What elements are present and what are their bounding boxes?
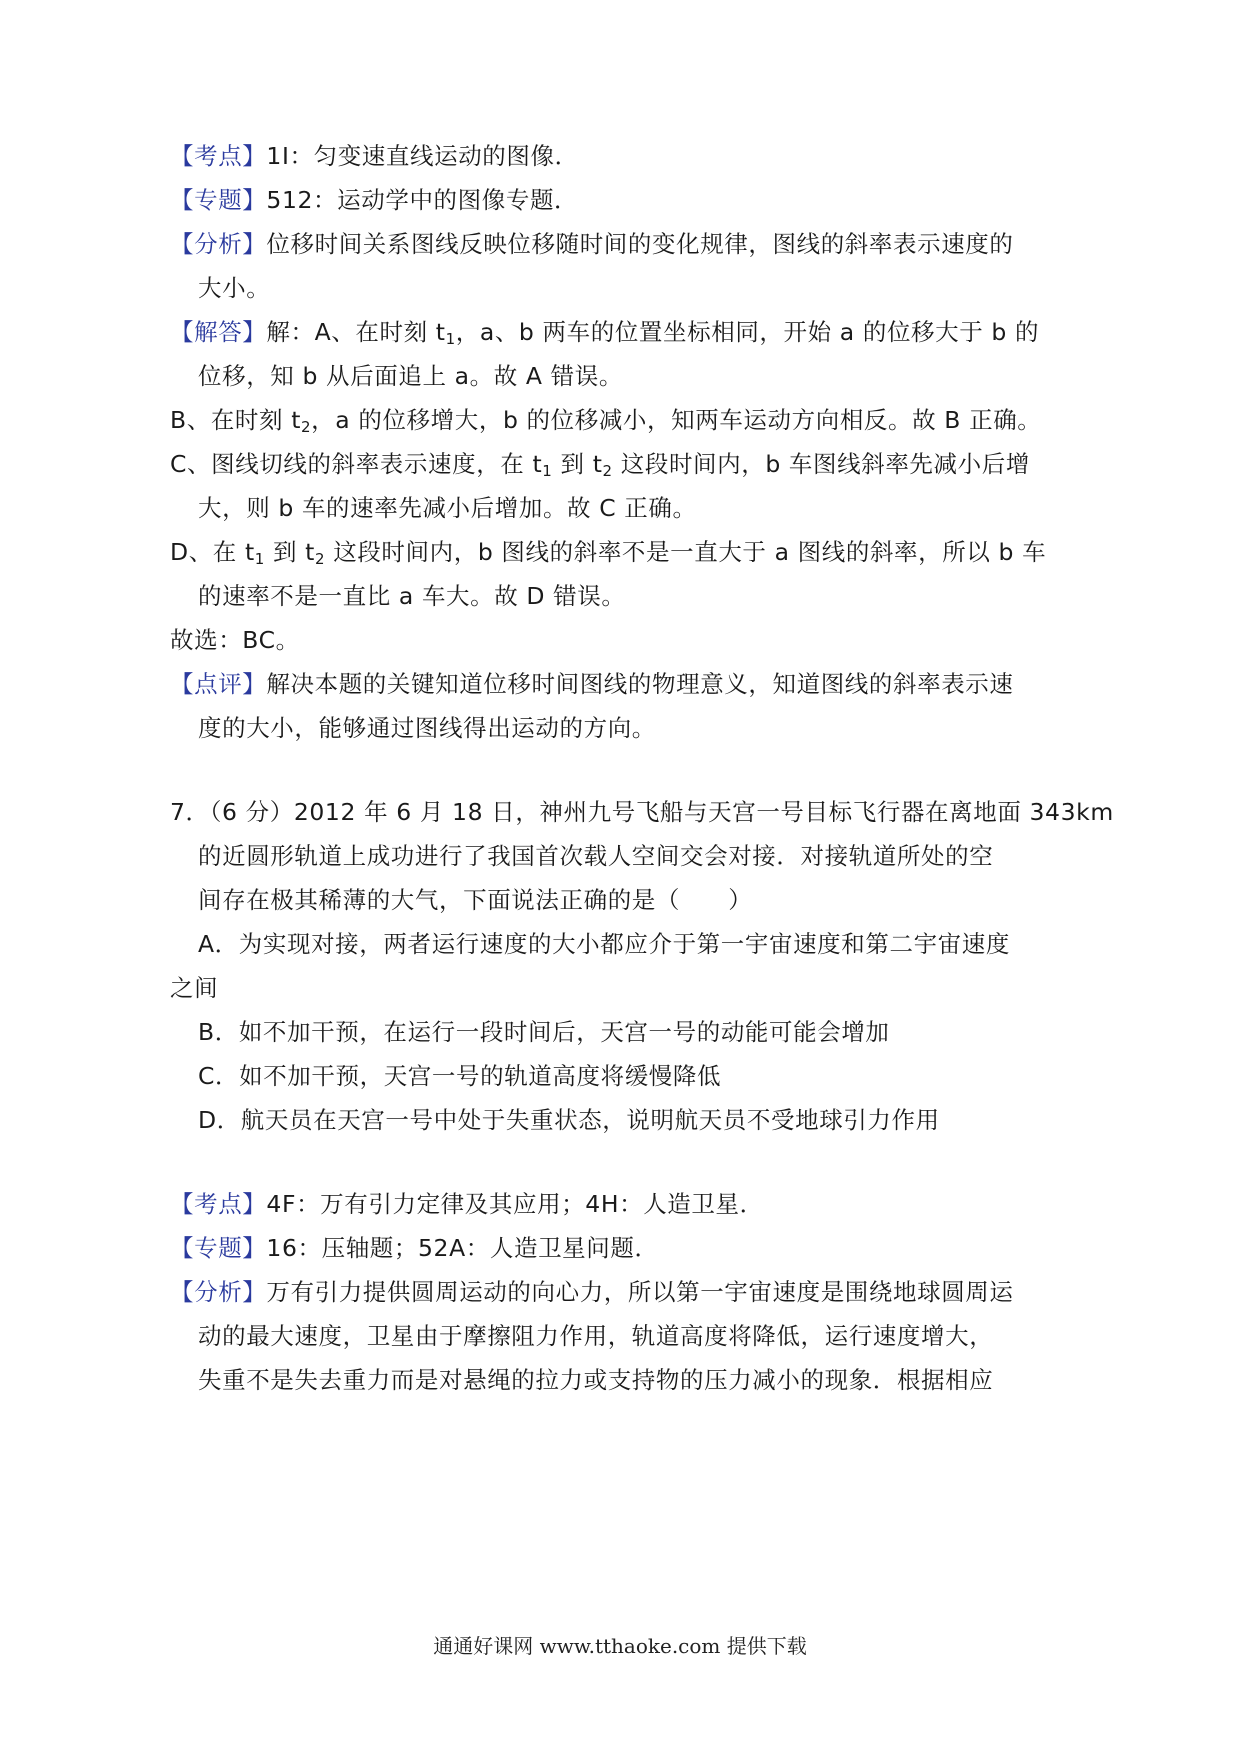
kaodian-text: 1I：匀变速直线运动的图像． xyxy=(266,142,579,170)
fenxi-line-2 xyxy=(170,1276,1014,1308)
option-a-line-1: A．为实现对接，两者运行速度的大小都应介于第一宇宙速度和第二宇宙速度 xyxy=(198,930,1010,958)
question-7-line-3: 间存在极其稀薄的大气，下面说法正确的是（ ） xyxy=(198,886,753,914)
jieda-a1-pre: 解：A、在时刻 t xyxy=(266,318,446,346)
jieda-b-post: ，a 的位移增大，b 的位移减小，知两车运动方向相反。故 B 正确。 xyxy=(311,406,1042,434)
fenxi-tag: 【分析】 xyxy=(170,230,267,258)
zhuanti-line-2 xyxy=(170,1232,659,1264)
jieda-c1-mid: 到 t xyxy=(552,450,603,478)
jieda-d1-mid: 到 t xyxy=(264,538,315,566)
jieda-b-line xyxy=(170,404,1041,436)
jieda-c2: 大，则 b 车的速率先减小后增加。故 C 正确。 xyxy=(198,494,697,522)
jieda-d1-post: 这段时间内，b 图线的斜率不是一直大于 a 图线的斜率，所以 b 车 xyxy=(325,538,1047,566)
option-a-line-2: 之间 xyxy=(170,974,219,1002)
zhuanti-tag-2: 【专题】 xyxy=(170,1234,267,1262)
jieda-a1-post: ，a、b 两车的位置坐标相同，开始 a 的位移大于 b 的 xyxy=(455,318,1040,346)
kaodian-line-2 xyxy=(170,1188,764,1220)
jieda-d1-pre: D、在 t xyxy=(170,538,255,566)
dianping-tag: 【点评】 xyxy=(170,670,267,698)
jieda-c1-sub2: 2 xyxy=(602,462,613,480)
kaodian-text-2: 4F：万有引力定律及其应用；4H：人造卫星． xyxy=(266,1190,764,1218)
dianping-text-1: 解决本题的关键知道位移时间图线的物理意义，知道图线的斜率表示速 xyxy=(266,670,1014,698)
fenxi2-text-2: 动的最大速度，卫星由于摩擦阻力作用，轨道高度将降低，运行速度增大， xyxy=(198,1322,994,1350)
zhuanti-text-2: 16：压轴题；52A：人造卫星问题． xyxy=(266,1234,659,1262)
fenxi2-text-3: 失重不是失去重力而是对悬绳的拉力或支持物的压力减小的现象．根据相应 xyxy=(198,1366,994,1394)
jieda-d-line-1 xyxy=(170,536,1046,568)
jieda-c1-post: 这段时间内，b 车图线斜率先减小后增 xyxy=(612,450,1030,478)
fenxi-tag-2: 【分析】 xyxy=(170,1278,267,1306)
option-c: C．如不加干预，天宫一号的轨道高度将缓慢降低 xyxy=(198,1062,722,1090)
jieda-line-1 xyxy=(170,316,1039,348)
fenxi-text-2: 大小。 xyxy=(198,274,271,302)
jieda-tag: 【解答】 xyxy=(170,318,267,346)
kaodian-tag-2: 【考点】 xyxy=(170,1190,267,1218)
option-b: B．如不加干预，在运行一段时间后，天宫一号的动能可能会增加 xyxy=(198,1018,890,1046)
jieda-d1-sub2: 2 xyxy=(315,550,326,568)
jieda-b-pre: B、在时刻 t xyxy=(170,406,302,434)
kaodian-tag: 【考点】 xyxy=(170,142,267,170)
dianping-text-2: 度的大小，能够通过图线得出运动的方向。 xyxy=(198,714,656,742)
fenxi-text-1: 位移时间关系图线反映位移随时间的变化规律，图线的斜率表示速度的 xyxy=(266,230,1014,258)
zhuanti-tag: 【专题】 xyxy=(170,186,267,214)
option-d: D．航天员在天宫一号中处于失重状态，说明航天员不受地球引力作用 xyxy=(198,1106,940,1134)
kaodian-line-1 xyxy=(170,140,579,172)
footer-source: 通通好课网 www.tthaoke.com 提供下载 xyxy=(433,1634,807,1658)
jieda-c1-sub1: 1 xyxy=(542,462,553,480)
dianping-line-1 xyxy=(170,668,1014,700)
zhuanti-line-1 xyxy=(170,184,578,216)
jieda-c1-pre: C、图线切线的斜率表示速度，在 t xyxy=(170,450,543,478)
fenxi2-text-1: 万有引力提供圆周运动的向心力，所以第一宇宙速度是围绕地球圆周运 xyxy=(266,1278,1014,1306)
question-7-line-2: 的近圆形轨道上成功进行了我国首次载人空间交会对接．对接轨道所处的空 xyxy=(198,842,994,870)
zhuanti-text: 512：运动学中的图像专题． xyxy=(266,186,579,214)
fenxi-line-1 xyxy=(170,228,1014,260)
jieda-a2: 位移，知 b 从后面追上 a。故 A 错误。 xyxy=(198,362,623,390)
answer: 故选：BC。 xyxy=(170,626,300,654)
jieda-d2: 的速率不是一直比 a 车大。故 D 错误。 xyxy=(198,582,626,610)
jieda-c-line-1 xyxy=(170,448,1030,480)
jieda-a1-sub: 1 xyxy=(445,330,456,348)
question-7-line-1: 7．（6 分）2012 年 6 月 18 日，神州九号飞船与天宫一号目标飞行器在离地面 343km xyxy=(170,798,1114,826)
jieda-b-sub: 2 xyxy=(301,418,312,436)
jieda-d1-sub1: 1 xyxy=(254,550,265,568)
